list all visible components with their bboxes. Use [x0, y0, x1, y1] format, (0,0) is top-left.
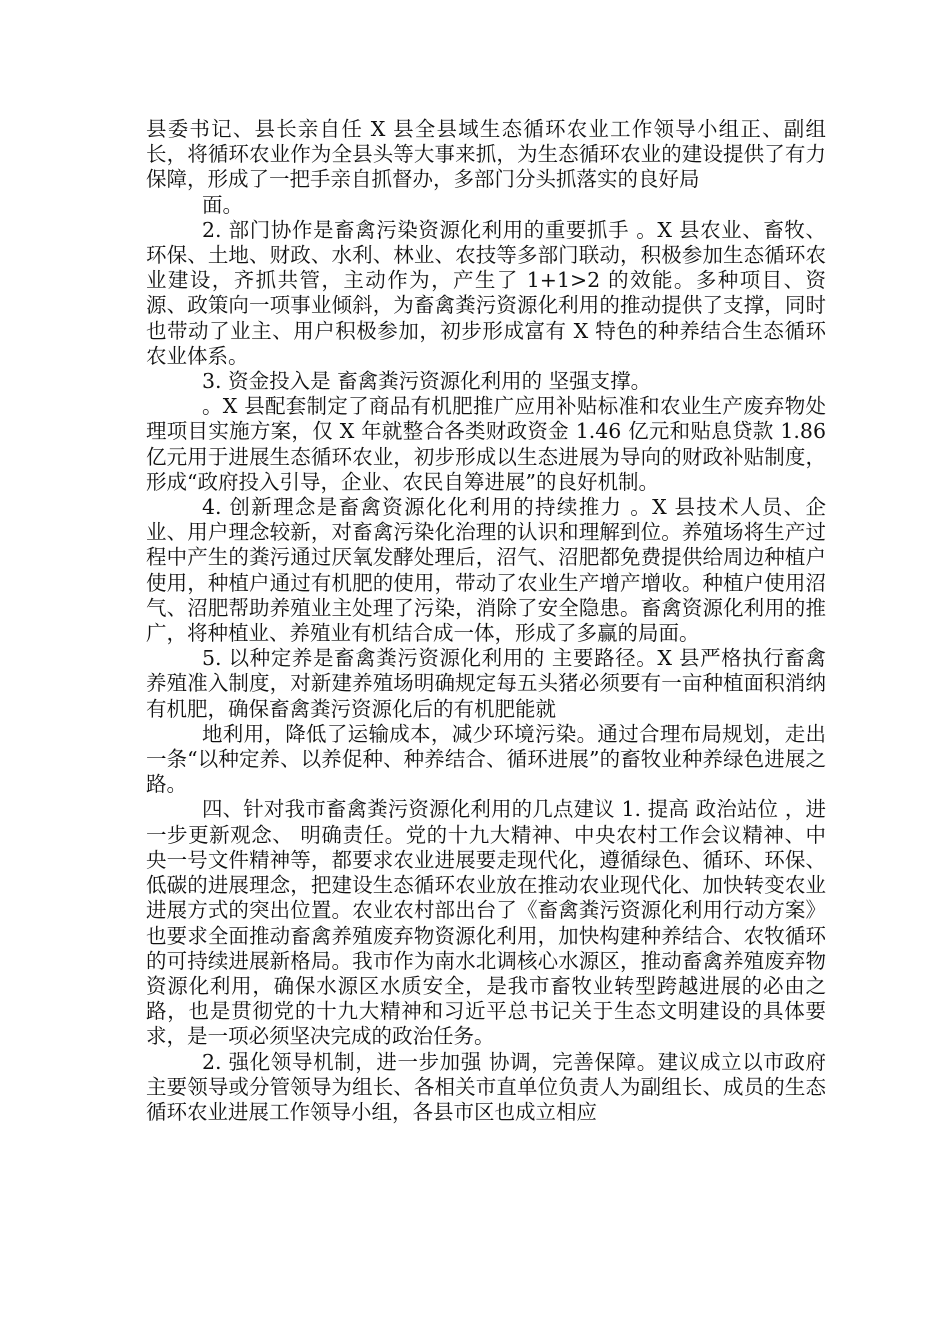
paragraph-8: 地利用，降低了运输成本，减少环境污染。通过合理布局规划，走出一条“以种定养、以养促种、种养结合、循环进展”的畜牧业种养绿色进展之路。 [146, 721, 826, 797]
paragraph-7: 5. 以种定养是畜禽粪污资源化利用的 主要路径。X 县严格执行畜禽养殖准入制度，对新建养殖场明确规定每五头猪必须要有一亩种植面积消纳有机肥，确保畜禽粪污资源化后的有机肥能就 [146, 646, 826, 721]
document-body [146, 117, 826, 1125]
paragraph-9: 四、针对我市畜禽粪污资源化利用的几点建议 1. 提高 政治站位 ，进一步更新观念、 明确责任。党的十九大精神、中央农村工作会议精神、中央一号文件精神等，都要求农业进展要走现代化，遵循绿色、循环、环保、低碳的进展理念，把建设生态循环农业放在推动农业现代化、加快转变农业进展方式的突出位置。农业农村部出台了《畜禽粪污资源化利用行动方案》也要求全面推动畜禽养殖废弃物资源化利用，加快构建种养结合、农牧循环的可持续进展新格局。我市作为南水北调核心水源区，推动畜禽养殖废弃物资源化利用，确保水源区水质安全，是我市畜牧业转型跨越进展的必由之路，也是贯彻党的十九大精神和习近平总书记关于生态文明建设的具体要求，是一项必须坚决完成的政治任务。 [146, 797, 826, 1049]
paragraph-6: 4. 创新理念是畜禽资源化化利用的持续推力 。X 县技术人员、企业、用户理念较新，对畜禽污染化治理的认识和理解到位。养殖场将生产过程中产生的粪污通过厌氧发酵处理后，沼气、沼肥都免费提供给周边种植户使用，种植户通过有机肥的使用，带动了农业生产增产增收。种植户使用沼气、沼肥帮助养殖业主处理了污染，消除了安全隐患。畜禽资源化利用的推广，将种植业、养殖业有机结合成一体，形成了多赢的局面。 [146, 495, 826, 646]
paragraph-2: 面。 [202, 192, 243, 217]
paragraph-10: 2. 强化领导机制，进一步加强 协调，完善保障。建议成立以市政府主要领导或分管领导为组长、各相关市直单位负责人为副组长、成员的生态循环农业进展工作领导小组，各县市区也成立相应 [146, 1049, 826, 1124]
paragraph-3: 2. 部门协作是畜禽污染资源化利用的重要抓手 。X 县农业、畜牧、环保、土地、财政、水利、林业、农技等多部门联动，积极参加生态循环农业建设，齐抓共管，主动作为，产生了 1+1>2 的效能。多种项目、资源、政策向一项事业倾斜，为畜禽粪污资源化利用的推动提供了支撑，同时也带动了业主、用户积极参加，初步形成富有 X 特色的种养结合生态循环农业体系。 [146, 217, 826, 368]
paragraph-1: 县委书记、县长亲自任 X 县全县域生态循环农业工作领导小组正、副组长，将循环农业作为全县头等大事来抓，为生态循环农业的建设提供了有力保障，形成了一把手亲自抓督办，多部门分头抓落实的良好局 [146, 117, 826, 192]
paragraph-4: 3. 资金投入是 畜禽粪污资源化利用的 坚强支撑。 [202, 369, 652, 394]
paragraph-5: 。X 县配套制定了商品有机肥推广应用补贴标准和农业生产废弃物处理项目实施方案，仅 X 年就整合各类财政资金 1.46 亿元和贴息贷款 1.86 亿元用于进展生态循环农业，初步形成以生态进展为导向的财政补贴制度，形成“政府投入引导，企业、农民自筹进展”的良好机制。 [146, 394, 826, 494]
